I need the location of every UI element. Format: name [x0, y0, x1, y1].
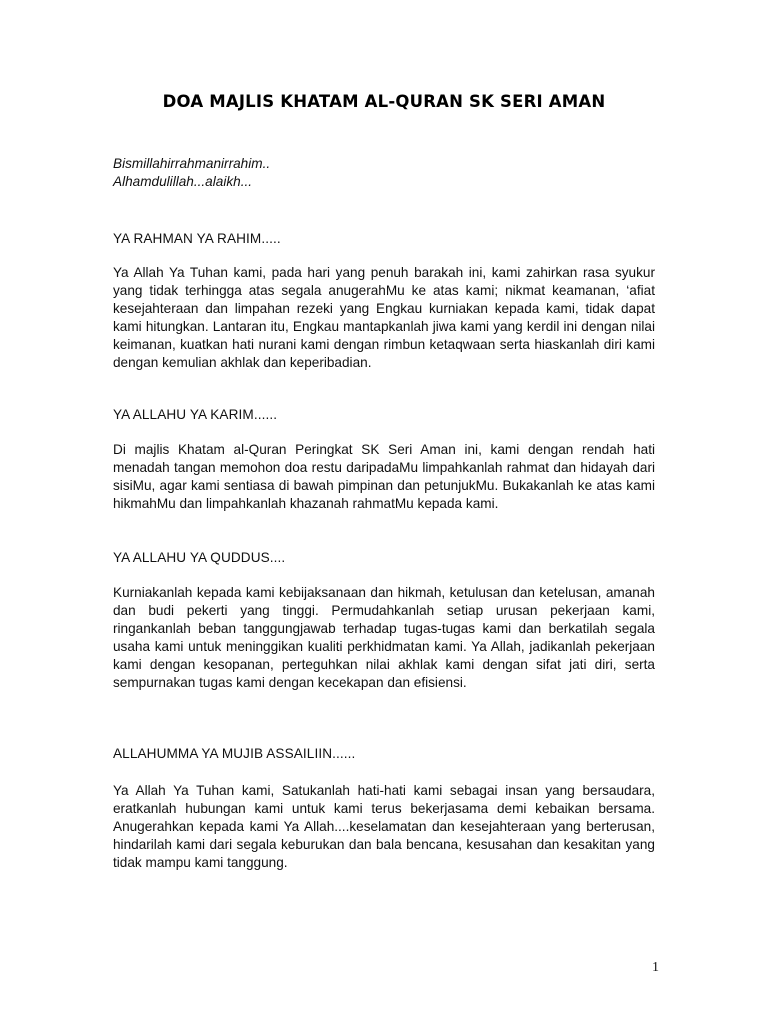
page-number: 1 [652, 960, 659, 975]
document-title: DOA MAJLIS KHATAM AL-QURAN SK SERI AMAN [162, 92, 606, 111]
section-heading-ya-rahman: YA RAHMAN YA RAHIM..... [113, 231, 281, 246]
section-paragraph-ya-quddus: Kurniakanlah kepada kami kebijaksanaan dan hikmah, ketulusan dan ketelusan, amanah dan budi pekerti yang tinggi. Permudahkanlah setiap urusan pekerjaan kami, ringankanlah beban tanggungjawab terhadap tugas-tugas kami dan berkatilah segala usaha kami untuk meninggikan kualiti perkhidmatan kami. Ya Allah, jadikanlah pekerjaan kami dengan kesopanan, perteguhkan nilai akhlak kami dengan sifat jati diri, serta sempurnakan tugas kami dengan kecekapan dan efisiensi. [113, 585, 655, 690]
section-heading-ya-karim: YA ALLAHU YA KARIM...... [113, 407, 278, 422]
opening-line-bismillah: Bismillahirrahmanirrahim.. [113, 156, 271, 171]
opening-lines [113, 155, 655, 191]
section-paragraph-ya-karim: Di majlis Khatam al-Quran Peringkat SK Seri Aman ini, kami dengan rendah hati menadah tangan memohon doa restu daripadaMu limpahkanlah rahmat dan hidayah dari sisiMu, agar kami sentiasa di bawah pimpinan dan petunjukMu. Bukakanlah ke atas kami hikmahMu dan limpahkanlah khazanah rahmatMu kepada kami. [113, 442, 655, 511]
section-heading-mujib-assailiin: ALLAHUMMA YA MUJIB ASSAILIIN...... [113, 746, 356, 761]
section-paragraph-ya-rahman: Ya Allah Ya Tuhan kami, pada hari yang penuh barakah ini, kami zahirkan rasa syukur yang tidak terhingga atas segala anugerahMu ke atas kami; nikmat keamanan, ‘afiat kesejahteraan dan limpahan rezeki yang Engkau kurniakan kepada kami, tidak dapat kami hitungkan. Lantaran itu, Engkau mantapkanlah jiwa kami yang kerdil ini dengan nilai keimanan, kuatkan hati nurani kami dengan rimbun ketaqwaan serta hiaskanlah diri kami dengan kemulian akhlak dan keperibadian. [113, 265, 655, 370]
section-paragraph-mujib-assailiin: Ya Allah Ya Tuhan kami, Satukanlah hati-hati kami sebagai insan yang bersaudara, eratkanlah hubungan kami untuk kami terus bekerjasama demi kebaikan bersama. Anugerahkan kepada kami Ya Allah....keselamatan dan kesejahteraan yang berterusan, hindarilah kami dari segala keburukan dan bala bencana, kesusahan dan kesakitan yang tidak mampu kami tanggung. [113, 783, 655, 870]
opening-line-alhamdulillah: Alhamdulillah...alaikh... [113, 174, 253, 189]
section-heading-ya-quddus: YA ALLAHU YA QUDDUS.... [113, 550, 286, 565]
